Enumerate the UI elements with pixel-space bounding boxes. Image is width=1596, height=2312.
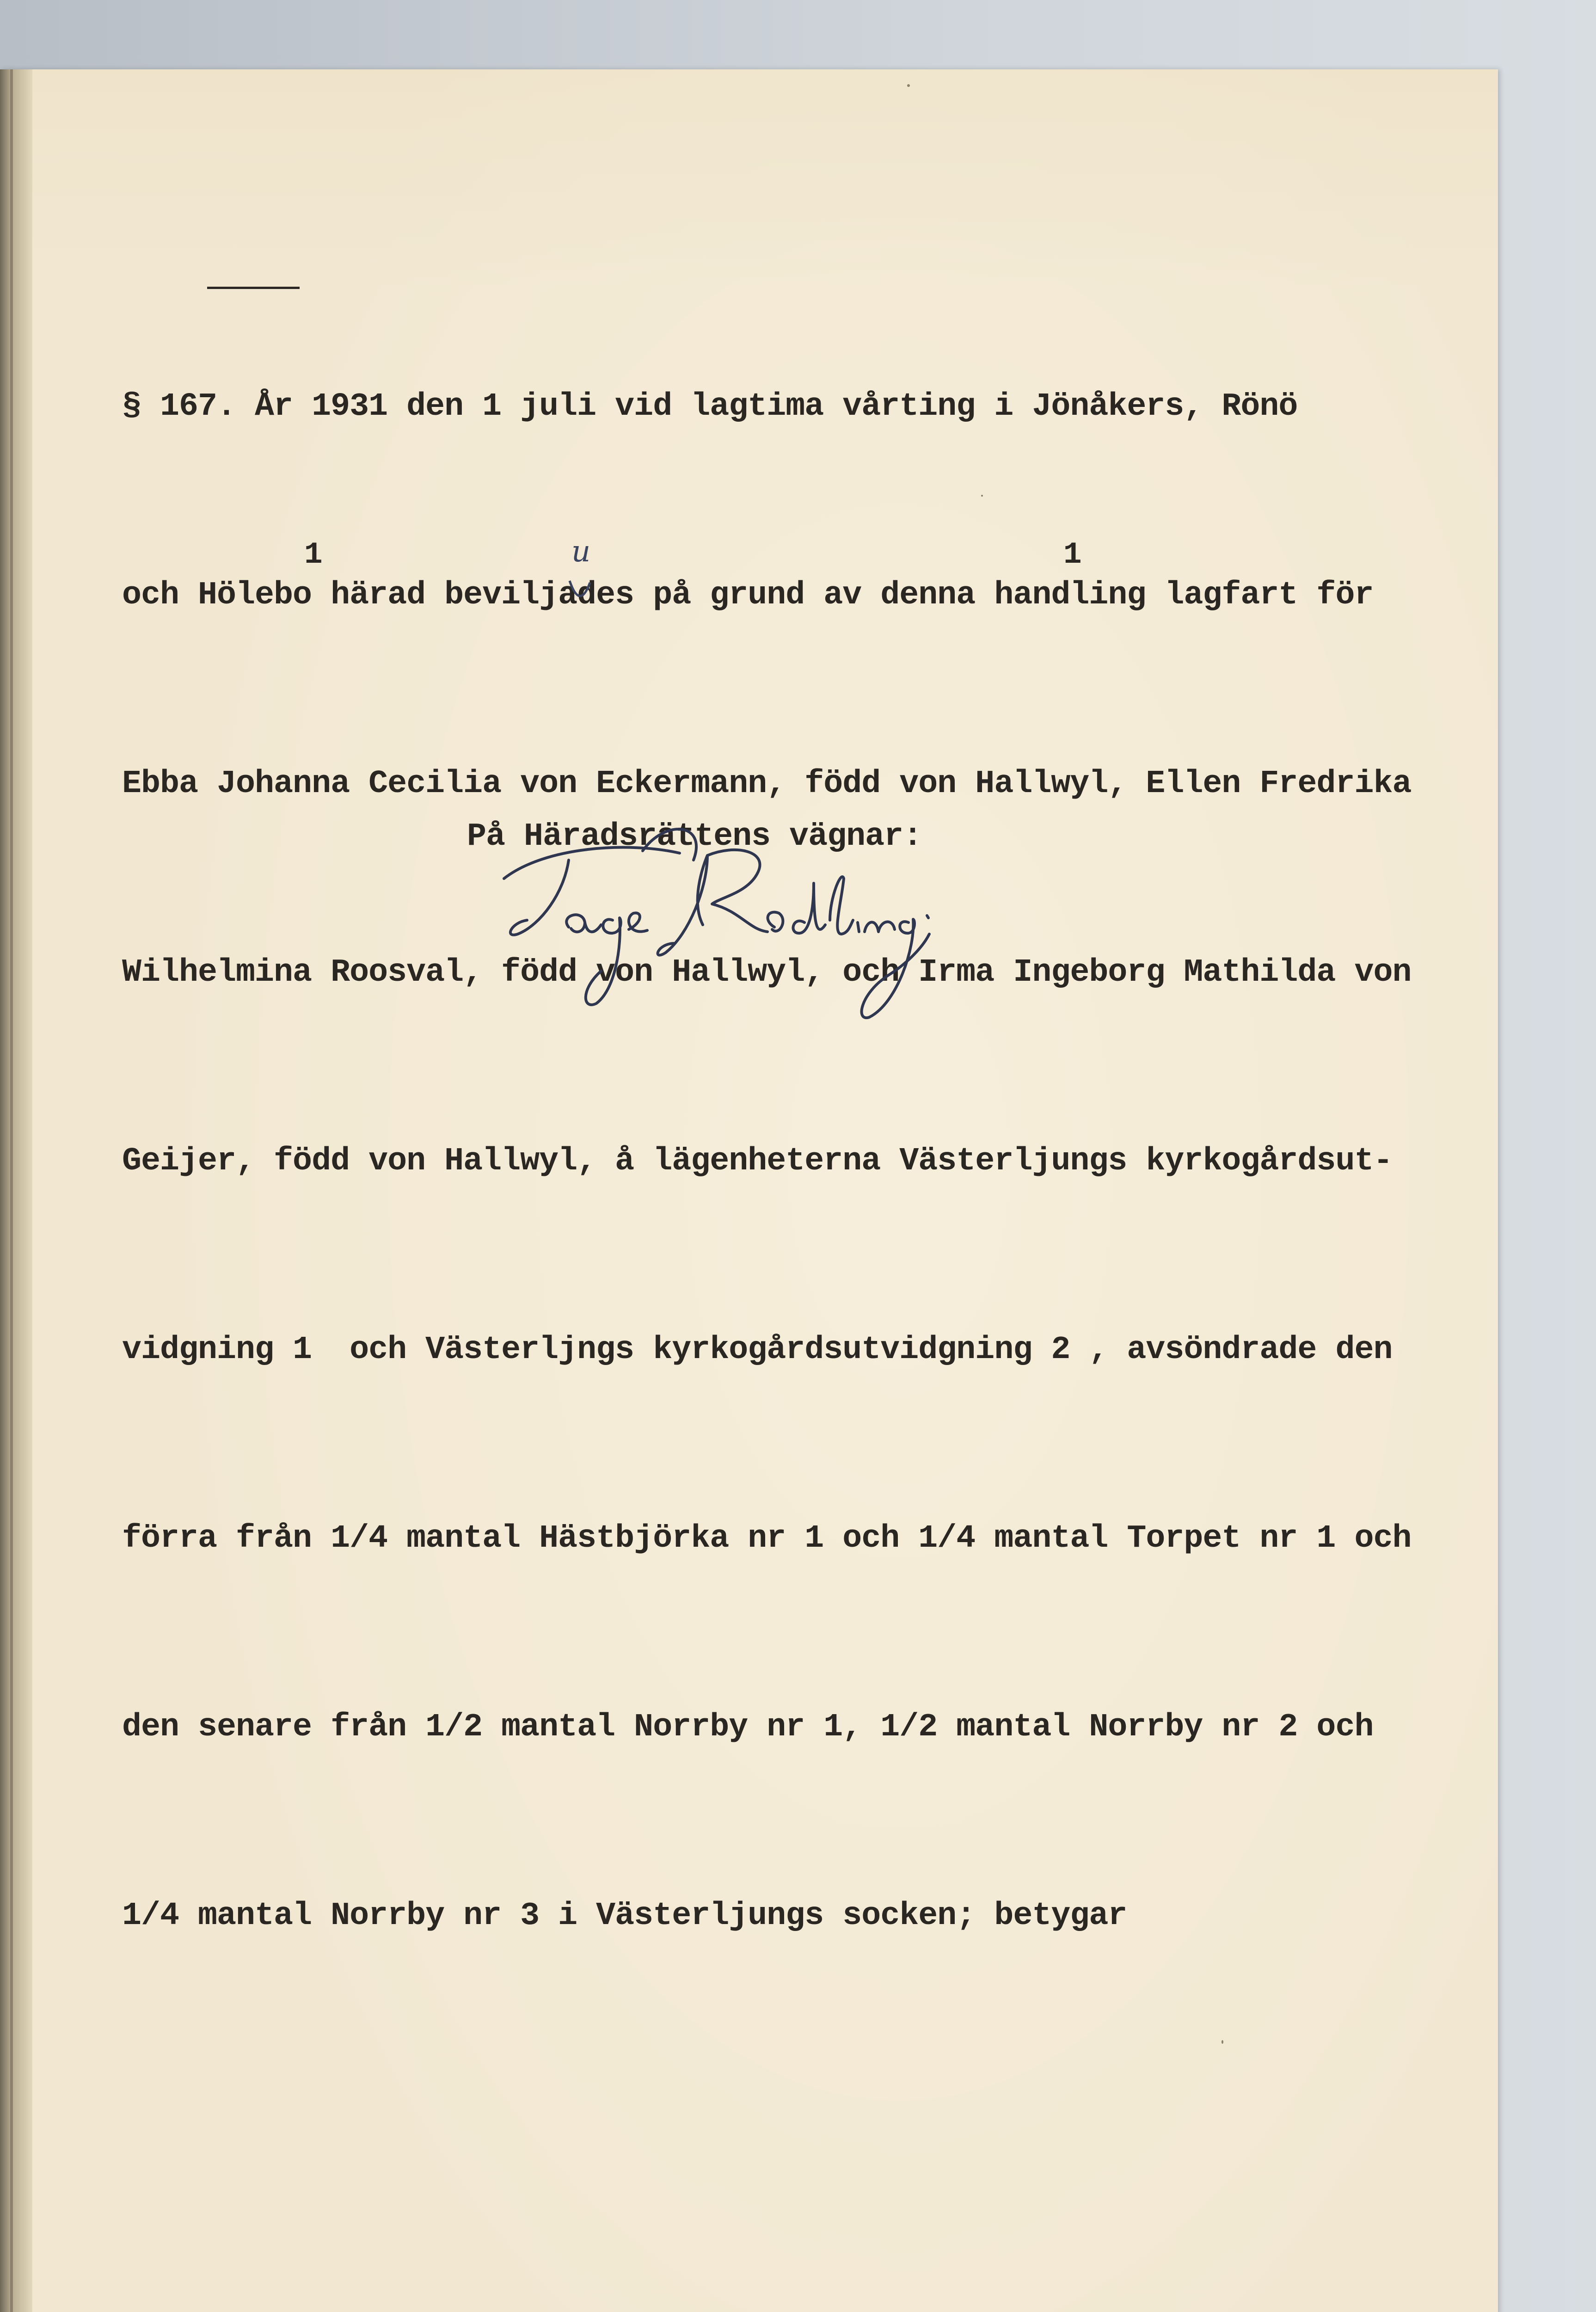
paragraph-number-underline xyxy=(207,287,300,289)
text-line: den senare från 1/2 mantal Norrby nr 1, 1/2 mantal Norrby nr 2 och xyxy=(122,1709,1374,1746)
handwritten-caret xyxy=(567,578,595,606)
closing-line: På Häradsrättens vägnar: xyxy=(467,818,922,855)
paper-speck xyxy=(981,495,983,497)
paper-speck xyxy=(1222,2040,1223,2044)
text-line: förra från 1/4 mantal Hästbjörka nr 1 och 1/4 mantal Torpet nr 1 och xyxy=(122,1520,1412,1557)
superscript-one: 1 xyxy=(1063,537,1082,572)
superscript-one: 1 xyxy=(304,537,323,572)
text-line: vidgning 1 och Västerljngs kyrkogårdsutvidgning 2 , avsöndrade den xyxy=(122,1332,1393,1368)
text-line: Ebba Johanna Cecilia von Eckermann, född von Hallwyl, Ellen Fredrika xyxy=(122,766,1412,802)
document-body xyxy=(122,250,1417,2011)
paper-speck xyxy=(907,84,910,87)
text-line: § 167. År 1931 den 1 juli vid lagtima vårting i Jönåkers, Rönö xyxy=(122,388,1298,425)
handwritten-insert: u xyxy=(571,535,591,569)
page-binding xyxy=(0,69,32,2312)
text-line: Wilhelmina Roosval, född von Hallwyl, och Irma Ingeborg Mathilda von xyxy=(122,954,1412,991)
signature xyxy=(490,828,934,1027)
text-line: 1/4 mantal Norrby nr 3 i Västerljungs socken; betygar xyxy=(122,1898,1127,1934)
binding-edge xyxy=(10,69,13,2312)
text-line: och Hölebo härad beviljades på grund av denna handling lagfart för xyxy=(122,577,1374,614)
text-line: Geijer, född von Hallwyl, å lägenheterna Västerljungs kyrkogårdsut- xyxy=(122,1143,1393,1180)
